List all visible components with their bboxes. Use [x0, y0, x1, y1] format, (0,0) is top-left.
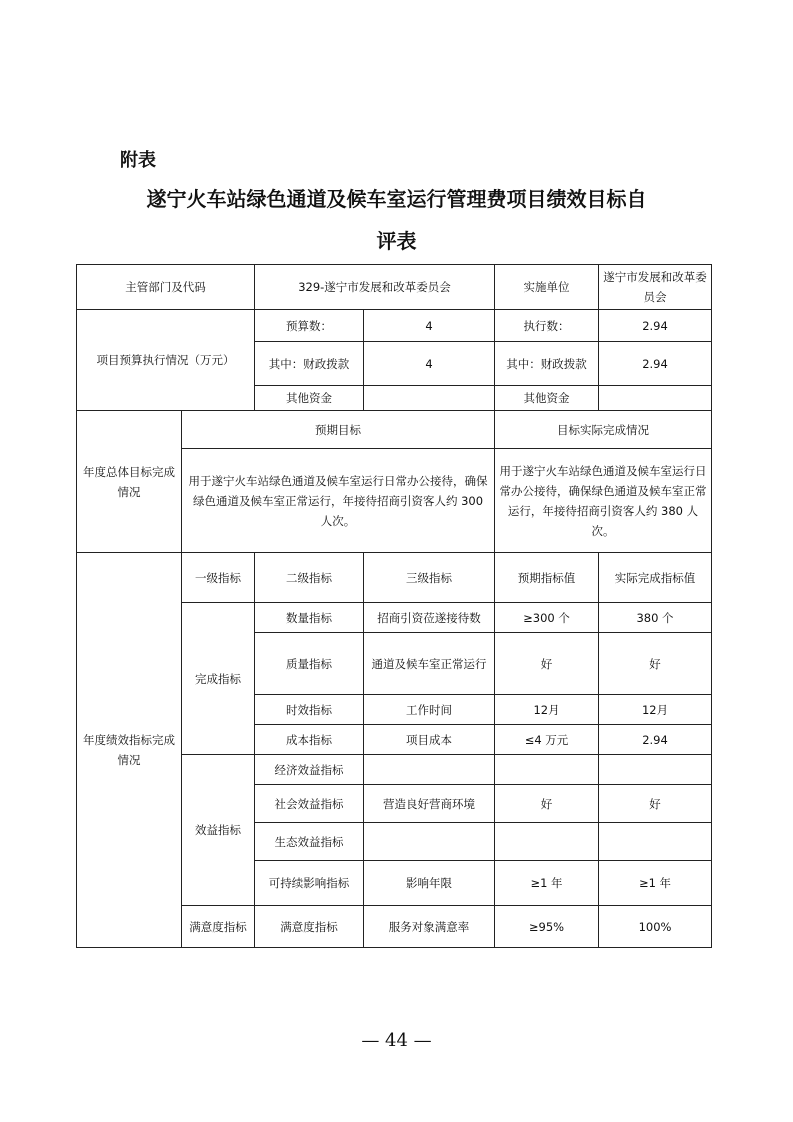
completion-indicators-label: 完成指标 [182, 603, 255, 755]
other-exec-value [599, 386, 712, 411]
indicator-level2: 生态效益指标 [255, 823, 364, 861]
fiscal-budget-value: 4 [364, 342, 495, 386]
indicator-level2: 成本指标 [255, 725, 364, 755]
indicator-actual: 2.94 [599, 725, 712, 755]
page-number: — 44 — [361, 1030, 432, 1051]
fiscal-exec-value: 2.94 [599, 342, 712, 386]
annual-goal-label: 年度总体目标完成情况 [77, 411, 182, 553]
indicator-expected: 好 [495, 785, 599, 823]
indicator-actual: 好 [599, 633, 712, 695]
indicator-level3: 招商引资莅遂接待数 [364, 603, 495, 633]
indicator-level3: 通道及候车室正常运行 [364, 633, 495, 695]
indicator-level3 [364, 823, 495, 861]
indicator-actual: 100% [599, 906, 712, 948]
other-funds-label: 其他资金 [255, 386, 364, 411]
fiscal-exec-label: 其中：财政拨款 [495, 342, 599, 386]
indicator-level2: 数量指标 [255, 603, 364, 633]
indicator-level2: 经济效益指标 [255, 755, 364, 785]
actual-value-header: 实际完成指标值 [599, 553, 712, 603]
indicator-level2: 时效指标 [255, 695, 364, 725]
actual-goal-text: 用于遂宁火车站绿色通道及候车室运行日常办公接待，确保绿色通道及候车室正常运行，年接待招商引资客人约 380 人次。 [495, 449, 712, 553]
indicator-actual: 12月 [599, 695, 712, 725]
expected-goal-text: 用于遂宁火车站绿色通道及候车室运行日常办公接待，确保绿色通道及候车室正常运行，年接待招商引资客人约 300 人次。 [182, 449, 495, 553]
indicator-actual: 好 [599, 785, 712, 823]
indicator-level3: 影响年限 [364, 861, 495, 906]
indicator-expected: ≤4 万元 [495, 725, 599, 755]
document-title-line2: 评表 [376, 229, 417, 253]
actual-goal-header: 目标实际完成情况 [495, 411, 712, 449]
indicator-level2: 可持续影响指标 [255, 861, 364, 906]
indicator-expected: 好 [495, 633, 599, 695]
budget-label: 项目预算执行情况（万元） [77, 310, 255, 411]
indicator-expected: ≥300 个 [495, 603, 599, 633]
performance-table [76, 264, 712, 948]
budget-amount-value: 4 [364, 310, 495, 342]
indicator-actual: 380 个 [599, 603, 712, 633]
expected-value-header: 预期指标值 [495, 553, 599, 603]
expected-goal-header: 预期目标 [182, 411, 495, 449]
level3-header: 三级指标 [364, 553, 495, 603]
indicators-label: 年度绩效指标完成情况 [77, 553, 182, 948]
attachment-label: 附表 [120, 150, 156, 171]
indicator-level3 [364, 755, 495, 785]
indicator-expected [495, 755, 599, 785]
indicator-actual [599, 755, 712, 785]
impl-unit-label: 实施单位 [495, 265, 599, 310]
satisfaction-indicators-label: 满意度指标 [182, 906, 255, 948]
indicator-level3: 服务对象满意率 [364, 906, 495, 948]
indicator-level2: 质量指标 [255, 633, 364, 695]
indicator-actual: ≥1 年 [599, 861, 712, 906]
other-exec-label: 其他资金 [495, 386, 599, 411]
exec-amount-label: 执行数： [495, 310, 599, 342]
indicator-expected: ≥1 年 [495, 861, 599, 906]
indicator-expected: 12月 [495, 695, 599, 725]
indicator-level2: 满意度指标 [255, 906, 364, 948]
level1-header: 一级指标 [182, 553, 255, 603]
indicator-expected: ≥95% [495, 906, 599, 948]
dept-label: 主管部门及代码 [77, 265, 255, 310]
exec-amount-value: 2.94 [599, 310, 712, 342]
budget-amount-label: 预算数： [255, 310, 364, 342]
fiscal-budget-label: 其中：财政拨款 [255, 342, 364, 386]
indicator-level2: 社会效益指标 [255, 785, 364, 823]
benefit-indicators-label: 效益指标 [182, 755, 255, 906]
indicator-expected [495, 823, 599, 861]
indicator-level3: 营造良好营商环境 [364, 785, 495, 823]
indicator-actual [599, 823, 712, 861]
indicator-level3: 项目成本 [364, 725, 495, 755]
document-title-line1: 遂宁火车站绿色通道及候车室运行管理费项目绩效目标自 [146, 187, 647, 211]
impl-unit-value: 遂宁市发展和改革委员会 [599, 265, 712, 310]
dept-value: 329-遂宁市发展和改革委员会 [255, 265, 495, 310]
indicator-level3: 工作时间 [364, 695, 495, 725]
level2-header: 二级指标 [255, 553, 364, 603]
other-funds-value [364, 386, 495, 411]
